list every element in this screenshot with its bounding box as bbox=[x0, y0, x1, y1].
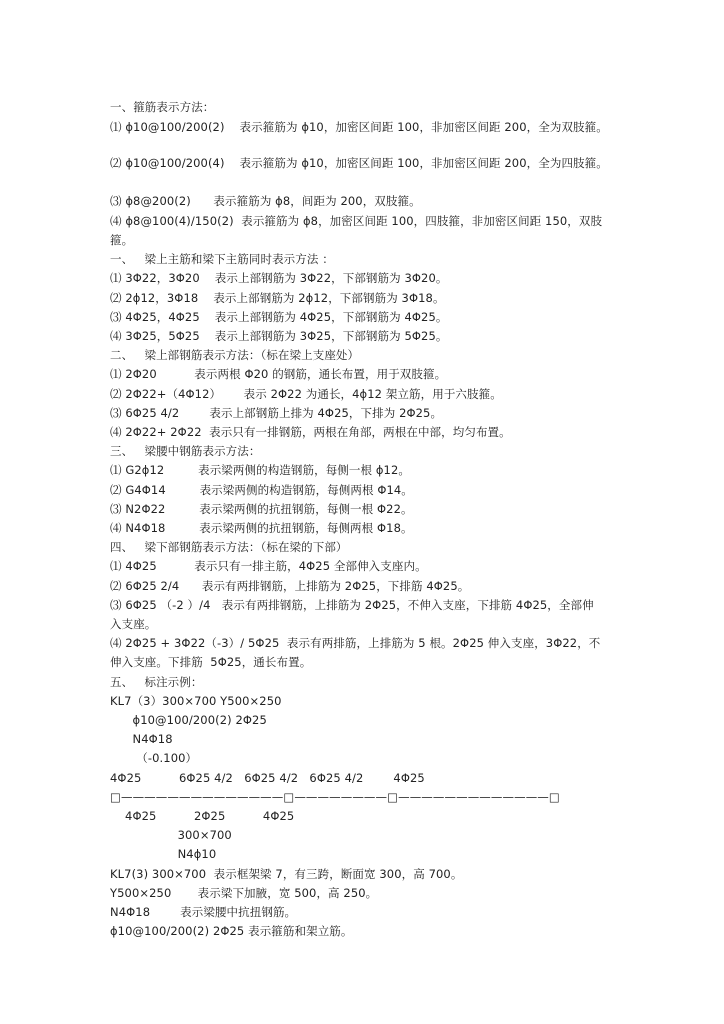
text-line: 一、箍筋表示方法： bbox=[110, 100, 215, 114]
text-line: ⑴ ϕ10@100/200(2) 表示箍筋为 ϕ10，加密区间距 100，非加密区间距 200，全为双肢箍。 bbox=[110, 120, 608, 134]
text-line: ⑵ 6Φ25 2/4 表示有两排钢筋，上排筋为 2Φ25，下排筋 4Φ25。 bbox=[110, 579, 470, 593]
text-line: ⑵ G4Φ14 表示梁两侧的构造钢筋，每侧两根 Φ14。 bbox=[110, 483, 413, 497]
text-line: ⑶ ϕ8@200(2) 表示箍筋为 ϕ8，间距为 200，双肢箍。 bbox=[110, 194, 421, 208]
text-line: 入支座。 bbox=[110, 617, 157, 631]
text-line: 300×700 bbox=[110, 828, 232, 842]
text-line: ⑵ 2ϕ12，3Φ18 表示上部钢筋为 2ϕ12，下部钢筋为 3Φ18。 bbox=[110, 291, 445, 305]
text-line: ⑷ 3Φ25，5Φ25 表示上部钢筋为 3Φ25，下部钢筋为 5Φ25。 bbox=[110, 329, 448, 343]
text-line: 4Φ25 6Φ25 4/2 6Φ25 4/2 6Φ25 4/2 4Φ25 bbox=[110, 771, 425, 785]
text-line: （-0.100） bbox=[110, 751, 198, 765]
text-line: ⑵ 2Φ22+（4Φ12） 表示 2Φ22 为通长，4ϕ12 架立筋，用于六肢箍。 bbox=[110, 387, 502, 401]
text-line: ⑶ 6Φ25 （-2 ）/4 表示有两排钢筋，上排筋为 2Φ25，不伸入支座，下排筋 4Φ25，全部伸 bbox=[110, 598, 594, 612]
text-line: ⑴ 4Φ25 表示只有一排主筋，4Φ25 全部伸入支座内。 bbox=[110, 559, 427, 573]
text-line: ⑴ 3Φ22，3Φ20 表示上部钢筋为 3Φ22，下部钢筋为 3Φ20。 bbox=[110, 271, 448, 285]
text-line: N4Φ18 bbox=[110, 732, 173, 746]
text-line: ⑵ ϕ10@100/200(4) 表示箍筋为 ϕ10，加密区间距 100，非加密区间距 200，全为四肢箍。 bbox=[110, 156, 608, 170]
text-line: N4ϕ10 bbox=[110, 847, 217, 861]
text-line: Y500×250 表示梁下加腋，宽 500，高 250。 bbox=[110, 886, 378, 900]
text-line: 四、 梁下部钢筋表示方法：（标在梁的下部） bbox=[110, 540, 348, 554]
text-line: ⑶ 6Φ25 4/2 表示上部钢筋上排为 4Φ25，下排为 2Φ25。 bbox=[110, 406, 443, 420]
text-line: 一、 梁上主筋和梁下主筋同时表示方法 ： bbox=[110, 252, 334, 266]
text-line: ⑶ 4Φ25，4Φ25 表示上部钢筋为 4Φ25，下部钢筋为 4Φ25。 bbox=[110, 310, 448, 324]
text-line: ⑴ 2Φ20 表示两根 Φ20 的钢筋，通长布置，用于双肢箍。 bbox=[110, 367, 447, 381]
text-line: N4Φ18 表示梁腰中抗扭钢筋。 bbox=[110, 905, 297, 919]
text-line: 五、 标注示例： bbox=[110, 675, 203, 689]
text-line: □——————————————□————————□—————————————□ bbox=[110, 790, 560, 804]
text-line: ⑷ 2Φ22+ 2Φ22 表示只有一排钢筋，两根在角部，两根在中部，均匀布置。 bbox=[110, 425, 511, 439]
text-line: ϕ10@100/200(2) 2Φ25 bbox=[110, 713, 267, 727]
text-line: ⑴ G2ϕ12 表示梁两侧的构造钢筋，每侧一根 ϕ12。 bbox=[110, 463, 410, 477]
text-line: 箍。 bbox=[110, 233, 134, 247]
text-line: ⑷ 2Φ25 + 3Φ22（-3）/ 5Φ25 表示有两排筋，上排筋为 5 根。2Φ25 伸入支座，3Φ22，不 bbox=[110, 636, 601, 650]
text-line: KL7（3）300×700 Y500×250 bbox=[110, 694, 282, 708]
text-line: ⑷ ϕ8@100(4)/150(2) 表示箍筋为 ϕ8，加密区间距 100，四肢箍，非加密区间距 150，双肢 bbox=[110, 214, 603, 228]
text-line: 二、 梁上部钢筋表示方法：（标在梁上支座处） bbox=[110, 348, 360, 362]
text-line: 4Φ25 2Φ25 4Φ25 bbox=[110, 809, 295, 823]
text-line: KL7(3) 300×700 表示框架梁 7，有三跨，断面宽 300，高 700。 bbox=[110, 867, 463, 881]
text-line: ϕ10@100/200(2) 2Φ25 表示箍筋和架立筋。 bbox=[110, 924, 353, 938]
text-line: ⑷ N4Φ18 表示梁两侧的抗扭钢筋，每侧两根 Φ18。 bbox=[110, 521, 413, 535]
text-line: ⑶ N2Φ22 表示梁两侧的抗扭钢筋，每侧一根 Φ22。 bbox=[110, 502, 413, 516]
text-line: 伸入支座。下排筋 5Φ25，通长布置。 bbox=[110, 655, 312, 669]
text-line: 三、 梁腰中钢筋表示方法： bbox=[110, 444, 261, 458]
